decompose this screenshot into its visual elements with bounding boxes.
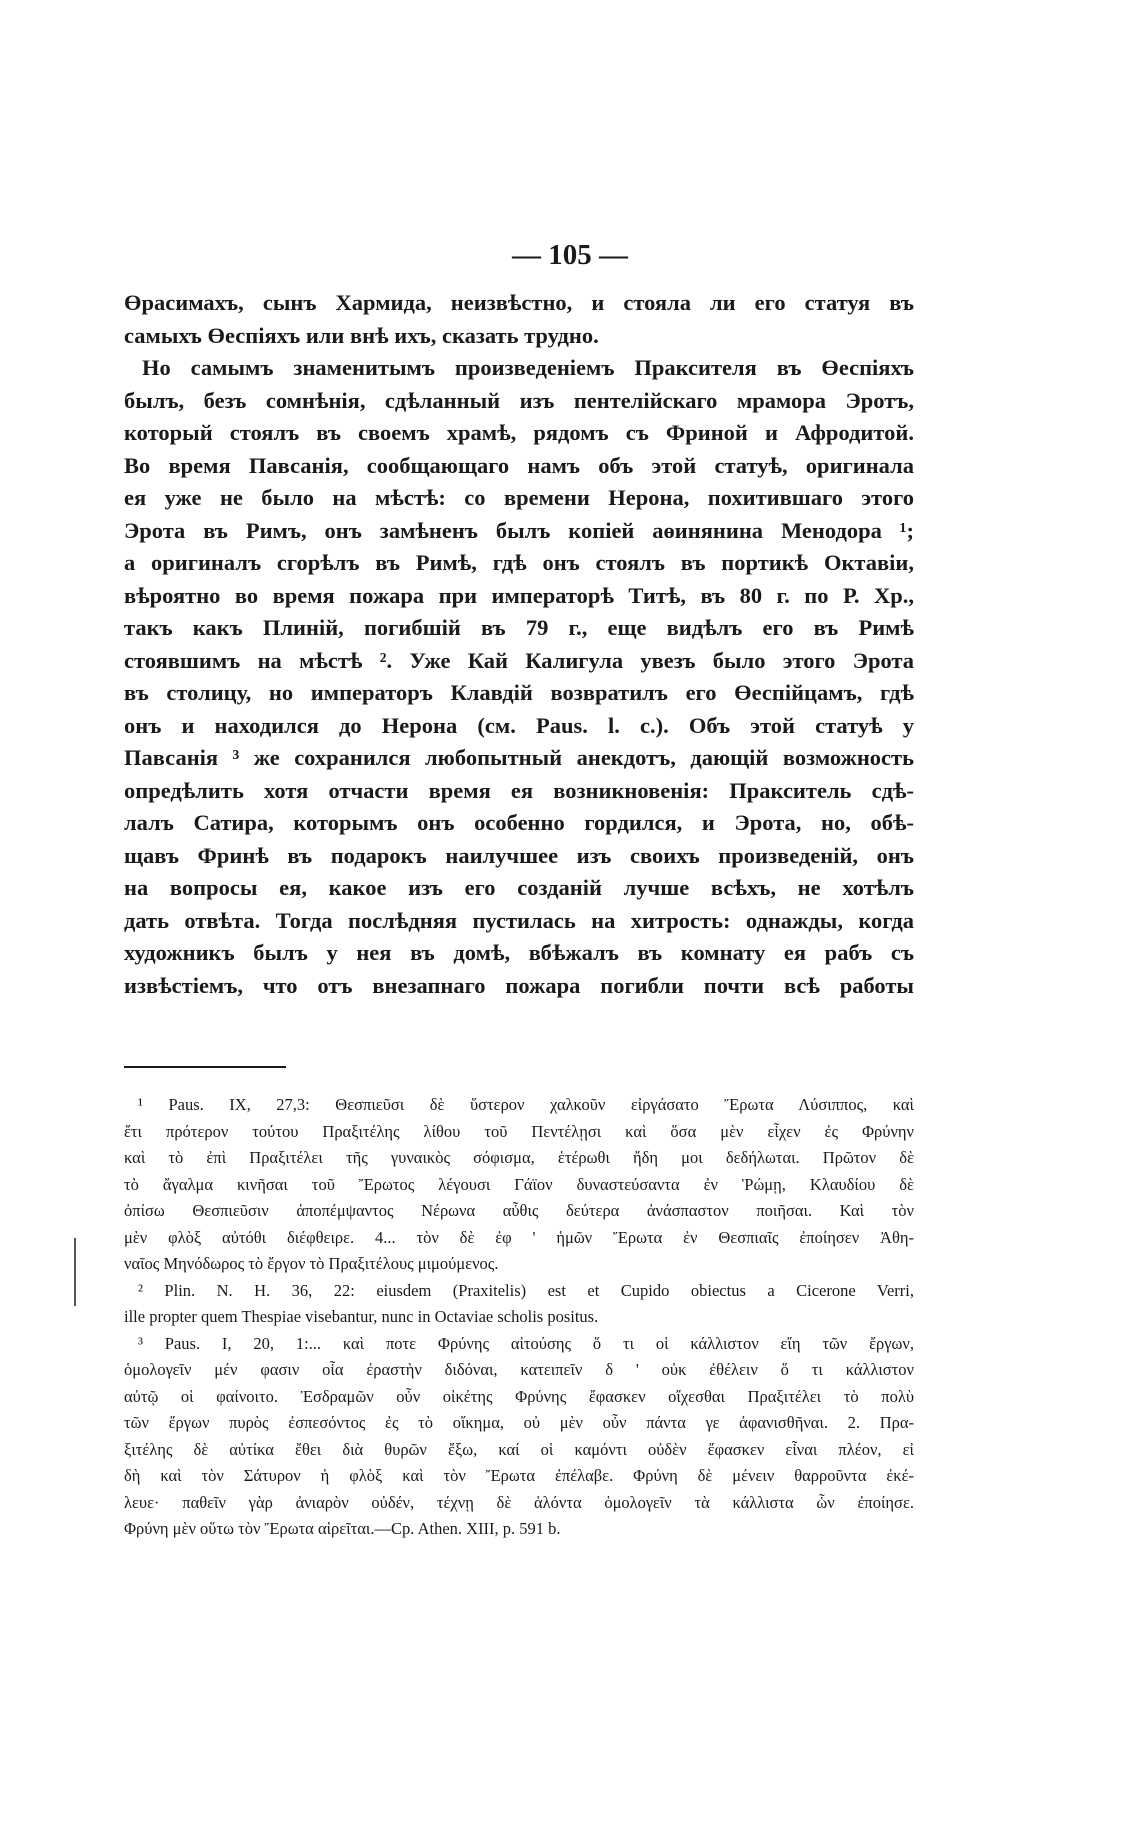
footnote-line: ² Plin. N. H. 36, 22: eiusdem (Praxitelis) est et Cupido obiectus a Cicerone Verri, <box>138 1280 914 1300</box>
text-line: онъ и находился до Нерона (см. Paus. l. c.). Объ этой статуѣ у <box>124 712 914 738</box>
text-line: стоявшимъ на мѣстѣ ². Уже Кай Калигула увезъ было этого Эрота <box>124 647 914 673</box>
footnote-line: ναῖος Μηνόδωρος τὸ ἔργον τὸ Πραξιτέλους μιμούμενος. <box>124 1254 499 1273</box>
text-line: Во время Павсанія, сообщающаго намъ объ этой статуѣ, оригинала <box>124 452 914 478</box>
text-line: былъ, безъ сомнѣнія, сдѣланный изъ пентелійскаго мрамора Эротъ, <box>124 387 914 413</box>
text-line: дать отвѣта. Тогда послѣдняя пустилась на хитрость: однажды, когда <box>124 907 914 933</box>
text-line: Но самымъ знаменитымъ произведеніемъ Праксителя въ Өеспіяхъ <box>142 355 914 380</box>
text-line: Эрота въ Римъ, онъ замѣненъ былъ копіей аөинянина Менодора ¹; <box>124 517 914 543</box>
footnote-line: ἔτι πρότερον τούτου Πραξιτέλης λίθου τοῦ Πεντέλῃσι καὶ ὅσα μὲν εἶχεν ἐς Φρύνην <box>124 1121 914 1141</box>
text-line: вѣроятно во время пожара при императорѣ Титѣ, въ 80 г. по Р. Хр., <box>124 582 914 608</box>
footnote-line: δὴ καὶ τὸν Σάτυρον ἡ φλὸξ καὶ τὸν Ἔρωτα ἐπέλαβε. Φρύνη δὲ μένειν θαρροῦντα ἐκέ- <box>124 1466 914 1485</box>
footnote-line: ὁμολογεῖν μέν φασιν οἷα ἐραστὴν διδόναι, κατειπεῖν δ ' οὐκ ἐθέλειν ὅ τι κάλλιστον <box>124 1360 914 1379</box>
text-line: лалъ Сатира, которымъ онъ особенно гордился, и Эрота, но, обѣ- <box>124 810 914 835</box>
footnote-line: αὐτῷ οἱ φαίνοιτο. Ἐσδραμῶν οὖν οἰκέτης Φρύνης ἔφασκεν οἴχεσθαι Πραξιτέλει τὸ πολὺ <box>124 1386 914 1406</box>
text-line: самыхъ Өеспіяхъ или внѣ ихъ, сказать трудно. <box>124 322 599 348</box>
footnote-line: ὀπίσω Θεσπιεῦσιν ἀποπέμψαντος Νέρωνα αὖθις δεύτερα ἀνάσπαστον ποιῆσαι. Καὶ τὸν <box>124 1201 914 1220</box>
text-line: ея уже не было на мѣстѣ: со времени Нерона, похитившаго этого <box>124 485 914 510</box>
page-number: — 105 — <box>512 239 628 271</box>
footnote-separator <box>124 1066 286 1068</box>
footnote-line: Φρύνη μὲν οὕτω τὸν Ἔρωτα αἱρεῖται.—Cp. Athen. XIII, p. 591 b. <box>124 1519 561 1538</box>
footnote-line: μὲν φλὸξ αὐτόθι διέφθειρε. 4... τὸν δὲ ἐφ ' ἡμῶν Ἔρωτα ἐν Θεσπιαῖς ἐποίησεν Ἀθη- <box>124 1227 914 1247</box>
footnote-line: λευε· παθεῖν γὰρ ἀνιαρὸν οὐδέν, τέχνῃ δὲ ἁλόντα ὁμολογεῖν τὰ κάλλιστα ὧν ἐποίησε. <box>124 1492 914 1512</box>
footnote-line: ¹ Paus. IX, 27,3: Θεσπιεῦσι δὲ ὕστερον χαλκοῦν εἰργάσατο Ἔρωτα Λύσιππος, καὶ <box>138 1095 914 1114</box>
footnote-line: ille propter quem Thespiae visebantur, nunc in Octaviae scholis positus. <box>124 1307 599 1326</box>
text-line: опредѣлить хотя отчасти время ея возникновенія: Пракситель сдѣ- <box>124 777 914 803</box>
footnote-line: τὸ ἄγαλμα κινῆσαι τοῦ Ἔρωτος λέγουσι Γάϊον δυναστεύσαντα ἐν Ῥώμῃ, Κλαυδίου δὲ <box>124 1174 914 1194</box>
text-line: на вопросы ея, какое изъ его созданій лучше всѣхъ, не хотѣлъ <box>124 875 914 900</box>
footnotes-block <box>124 1092 914 1543</box>
main-text-block <box>124 287 914 1002</box>
text-line: Өрасимахъ, сынъ Хармида, неизвѣстно, и стояла ли его статуя въ <box>124 290 914 315</box>
text-line: такъ какъ Плиній, погибшій въ 79 г., еще видѣлъ его въ Римѣ <box>124 615 914 640</box>
footnote-line: ξιτέλης δὲ αὐτίκα ἔθει διὰ θυρῶν ἔξω, καί οἱ καμόντι οὐδὲν ἔφασκεν εἶναι πλέον, εἰ <box>124 1439 914 1459</box>
text-line: а оригиналъ сгорѣлъ въ Римѣ, гдѣ онъ стоялъ въ портикѣ Октавіи, <box>124 550 914 575</box>
text-line: въ столицу, но императоръ Клавдій возвратилъ его Өеспійцамъ, гдѣ <box>124 680 914 705</box>
text-line: извѣстіемъ, что отъ внезапнаго пожара погибли почти всѣ работы <box>124 972 914 998</box>
footnote-line: καὶ τὸ ἐπὶ Πραξιτέλει τῆς γυναικὸς σόφισμα, ἑτέρωθι ἤδη μοι δεδήλωται. Πρῶτον δὲ <box>124 1148 914 1167</box>
footnote-line: τῶν ἔργων πυρὸς ἐσπεσόντος ἐς τὸ οἴκημα, οὐ μὲν οὖν πάντα γε ἀφανισθῆναι. 2. Πρα- <box>124 1413 914 1432</box>
margin-mark <box>74 1238 76 1306</box>
text-line: Павсанія ³ же сохранился любопытный анекдотъ, дающій возможность <box>124 745 914 770</box>
text-line: художникъ былъ у нея въ домѣ, вбѣжалъ въ комнату ея рабъ съ <box>124 940 914 965</box>
text-line: который стоялъ въ своемъ храмѣ, рядомъ съ Фриной и Афродитой. <box>124 420 914 445</box>
footnote-line: ³ Paus. I, 20, 1:... καὶ ποτε Φρύνης αἰτούσης ὅ τι οἱ κάλλιστον εἴη τῶν ἔργων, <box>138 1333 914 1353</box>
text-line: щавъ Фринѣ въ подарокъ наилучшее изъ своихъ произведеній, онъ <box>124 842 914 868</box>
